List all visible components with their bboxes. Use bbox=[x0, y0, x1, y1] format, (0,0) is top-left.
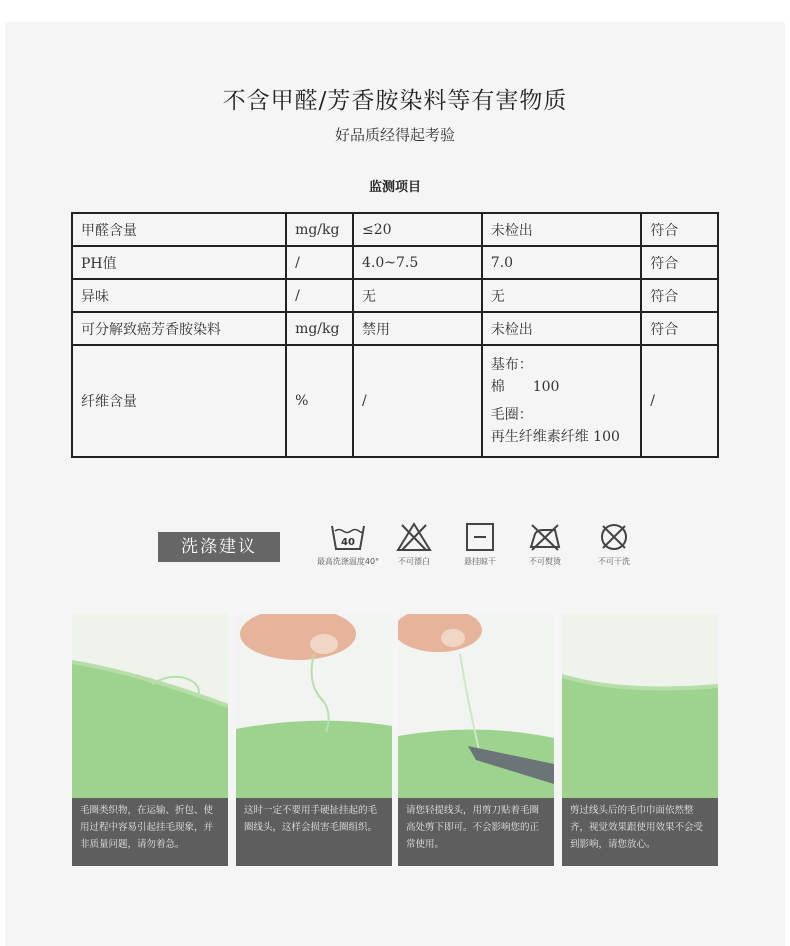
verdict-cell: 符合 bbox=[641, 246, 718, 279]
standard-cell: / bbox=[353, 345, 482, 457]
no-bleach-icon bbox=[396, 522, 432, 552]
photo-caption: 请您轻提线头，用剪刀贴着毛圈高处剪下即可。不会影响您的正常使用。 bbox=[398, 798, 554, 866]
towel-photo bbox=[236, 614, 392, 798]
care-caption: 不可干洗 bbox=[598, 557, 630, 566]
unit-cell: / bbox=[286, 246, 353, 279]
photo-card bbox=[72, 614, 228, 866]
table-row bbox=[72, 246, 718, 279]
towel-photo bbox=[398, 614, 554, 798]
no-iron-icon bbox=[527, 522, 563, 552]
verdict-cell: 符合 bbox=[641, 312, 718, 345]
care-item-iron bbox=[505, 522, 585, 567]
no-dry-clean-icon bbox=[596, 522, 632, 552]
towel-photo bbox=[72, 614, 228, 798]
care-caption: 不可漂白 bbox=[398, 557, 430, 566]
table-row bbox=[72, 279, 718, 312]
unit-cell: / bbox=[286, 279, 353, 312]
hang-dry-icon bbox=[462, 522, 498, 552]
item-cell: 甲醛含量 bbox=[72, 213, 286, 246]
result-line: 毛圈： bbox=[490, 407, 533, 423]
unit-cell: mg/kg bbox=[286, 312, 353, 345]
care-caption: 最高洗涤温度40° bbox=[316, 557, 380, 566]
result-cell: 未检出 bbox=[482, 213, 641, 246]
care-item-dryclean bbox=[574, 522, 654, 567]
care-caption: 悬挂晾干 bbox=[464, 557, 496, 566]
standard-cell: ≤20 bbox=[353, 213, 482, 246]
result-line: 再生纤维素纤维 100 bbox=[490, 429, 620, 445]
care-caption: 不可熨烫 bbox=[529, 557, 561, 566]
table-row bbox=[72, 213, 718, 246]
unit-cell: mg/kg bbox=[286, 213, 353, 246]
table-row bbox=[72, 312, 718, 345]
verdict-cell: 符合 bbox=[641, 213, 718, 246]
towel-photo bbox=[562, 614, 718, 798]
section-label: 监测项目 bbox=[368, 180, 421, 195]
wash-40-icon bbox=[330, 522, 366, 552]
table-row bbox=[72, 345, 718, 457]
standard-cell: 无 bbox=[353, 279, 482, 312]
item-cell: PH值 bbox=[72, 246, 286, 279]
result-line: 棉 100 bbox=[490, 379, 560, 395]
photo-caption: 毛圈类织物，在运输、折包、使用过程中容易引起挂毛现象，并非质量问题，请勿着急。 bbox=[72, 798, 228, 866]
item-cell: 异味 bbox=[72, 279, 286, 312]
page-title: 不含甲醛/芳香胺染料等有害物质 bbox=[222, 88, 568, 114]
wash-temp-text: 40 bbox=[341, 537, 355, 548]
unit-cell: % bbox=[286, 345, 353, 457]
verdict-cell: / bbox=[641, 345, 718, 457]
result-line: 基布： bbox=[490, 357, 533, 373]
result-cell bbox=[482, 345, 641, 457]
verdict-cell: 符合 bbox=[641, 279, 718, 312]
photo-caption: 这时一定不要用手硬扯挂起的毛圈线头，这样会损害毛圈组织。 bbox=[236, 798, 392, 866]
result-cell: 无 bbox=[482, 279, 641, 312]
photo-card bbox=[398, 614, 554, 866]
result-cell: 未检出 bbox=[482, 312, 641, 345]
page-subtitle: 好品质经得起考验 bbox=[334, 126, 455, 144]
item-cell: 纤维含量 bbox=[72, 345, 286, 457]
standard-cell: 禁用 bbox=[353, 312, 482, 345]
photo-caption: 剪过线头后的毛巾巾面依然整齐，视觉效果跟使用效果不会受到影响，请您放心。 bbox=[562, 798, 718, 866]
photo-card bbox=[562, 614, 718, 866]
test-items-table bbox=[71, 212, 719, 458]
result-cell: 7.0 bbox=[482, 246, 641, 279]
item-cell: 可分解致癌芳香胺染料 bbox=[72, 312, 286, 345]
standard-cell: 4.0~7.5 bbox=[353, 246, 482, 279]
photo-card bbox=[236, 614, 392, 866]
wash-advice-label: 洗涤建议 bbox=[158, 532, 280, 562]
